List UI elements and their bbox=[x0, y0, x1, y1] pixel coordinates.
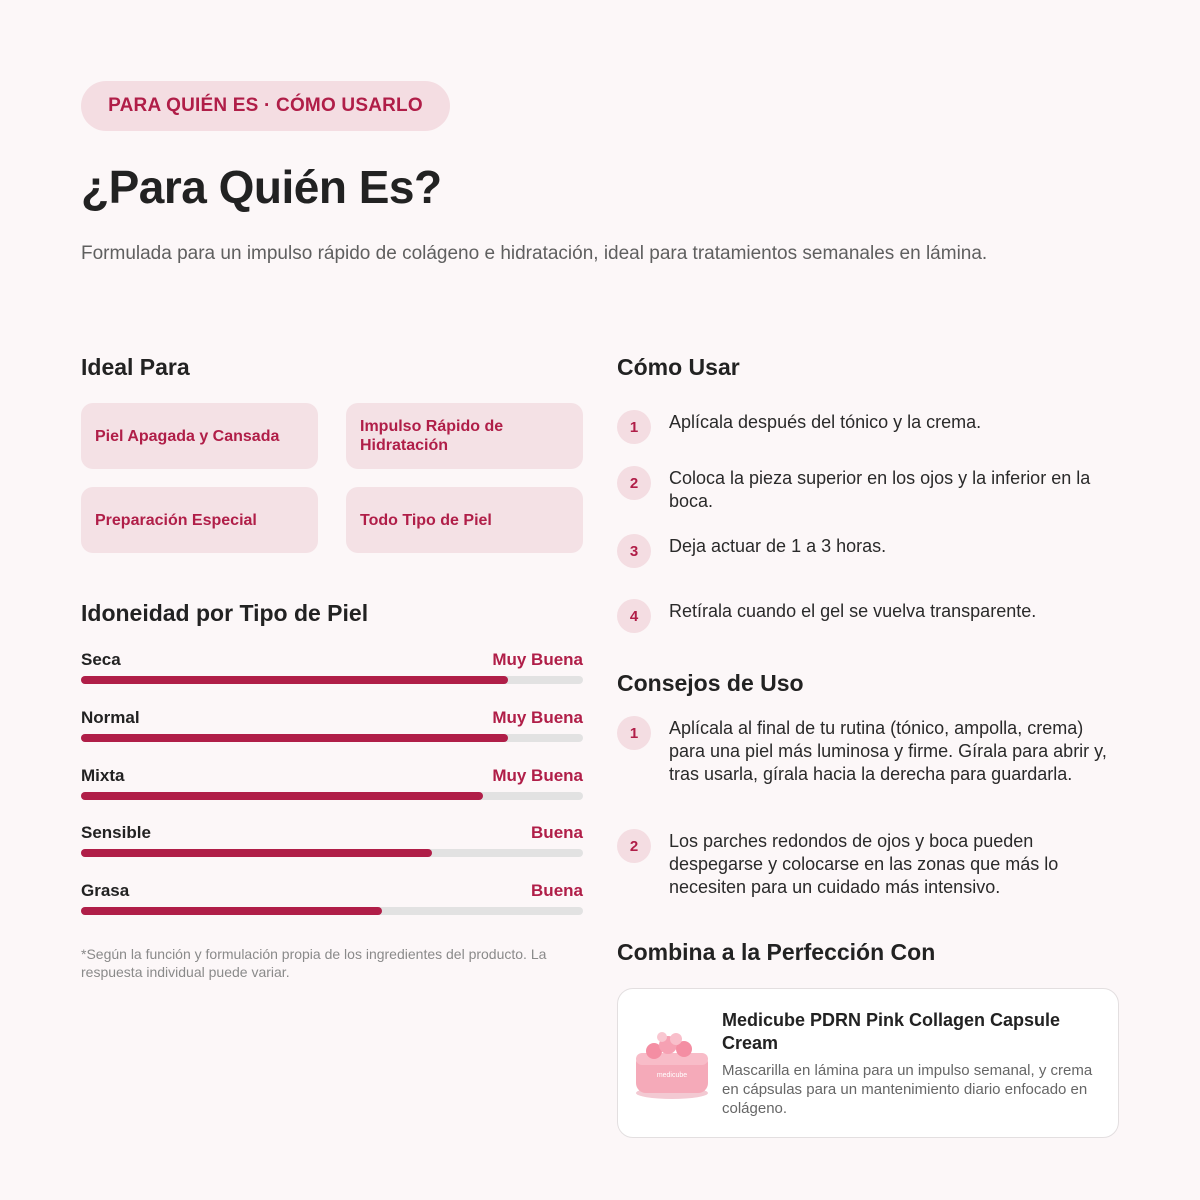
rating-track bbox=[81, 907, 583, 915]
skin-type-label: Sensible bbox=[81, 823, 151, 842]
rating-track bbox=[81, 792, 583, 800]
rating-fill bbox=[81, 907, 382, 915]
ideal-chip: Todo Tipo de Piel bbox=[346, 487, 583, 553]
ideal-title: Ideal Para bbox=[81, 354, 190, 380]
tips-title: Consejos de Uso bbox=[617, 670, 804, 696]
step-number: 3 bbox=[617, 534, 651, 568]
combo-product-description: Mascarilla en lámina para un impulso semanal, y crema en cápsulas para un mantenimiento diario enfocado en colágeno. bbox=[722, 1062, 1093, 1117]
page-subtitle: Formulada para un impulso rápido de colágeno e hidratación, ideal para tratamientos semanales en lámina. bbox=[81, 243, 988, 264]
step-text: Retírala cuando el gel se vuelva transparente. bbox=[669, 601, 1037, 621]
step-text: Aplícala después del tónico y la crema. bbox=[669, 412, 982, 432]
combo-product-name[interactable]: Medicube PDRN Pink Collagen Capsule Cream bbox=[722, 1010, 1061, 1053]
rating-track bbox=[81, 849, 583, 857]
rating-label: Buena bbox=[531, 823, 583, 842]
product-jar-image bbox=[632, 1023, 712, 1103]
footnote: *Según la función y formulación propia de los ingredientes del producto. La respuesta individual puede variar. bbox=[81, 946, 547, 980]
jar-brand-text: medicube bbox=[656, 1072, 688, 1079]
ideal-chip: Preparación Especial bbox=[81, 487, 318, 553]
rating-track bbox=[81, 676, 583, 684]
rating-fill bbox=[81, 792, 483, 800]
step-text: Deja actuar de 1 a 3 horas. bbox=[669, 536, 887, 556]
ideal-chip: Impulso Rápido de Hidratación bbox=[346, 403, 583, 469]
rating-fill bbox=[81, 849, 432, 857]
rating-label: Muy Buena bbox=[492, 708, 583, 727]
tip-text: Los parches redondos de ojos y boca pueden despegarse y colocarse en las zonas que más lo necesiten para un cuidado más intensivo. bbox=[669, 831, 1059, 897]
section-pill: PARA QUIÉN ES · CÓMO USARLO bbox=[81, 81, 450, 131]
skin-type-label: Normal bbox=[81, 708, 140, 727]
step-text: Coloca la pieza superior en los ojos y la inferior en la boca. bbox=[669, 468, 1091, 511]
tip-number: 2 bbox=[617, 829, 651, 863]
skin-type-label: Grasa bbox=[81, 881, 130, 900]
step-number: 4 bbox=[617, 599, 651, 633]
skin-type-label: Seca bbox=[81, 650, 121, 669]
rating-label: Muy Buena bbox=[492, 650, 583, 669]
how-to-title: Cómo Usar bbox=[617, 354, 740, 380]
suitability-title: Idoneidad por Tipo de Piel bbox=[81, 600, 369, 626]
rating-label: Muy Buena bbox=[492, 766, 583, 785]
page-title: ¿Para Quién Es? bbox=[81, 161, 442, 213]
rating-track bbox=[81, 734, 583, 742]
rating-label: Buena bbox=[531, 881, 583, 900]
rating-fill bbox=[81, 676, 508, 684]
tip-text: Aplícala al final de tu rutina (tónico, ampolla, crema) para una piel más luminosa y firme. Gírala para abrir y, tras usarla, gírala hacia la derecha para guardarla. bbox=[669, 718, 1107, 784]
combo-title: Combina a la Perfección Con bbox=[617, 939, 936, 965]
ideal-chip: Piel Apagada y Cansada bbox=[81, 403, 318, 469]
combo-product-card[interactable] bbox=[617, 988, 1119, 1138]
skin-type-label: Mixta bbox=[81, 766, 125, 785]
step-number: 2 bbox=[617, 466, 651, 500]
step-number: 1 bbox=[617, 410, 651, 444]
rating-fill bbox=[81, 734, 508, 742]
tip-number: 1 bbox=[617, 716, 651, 750]
